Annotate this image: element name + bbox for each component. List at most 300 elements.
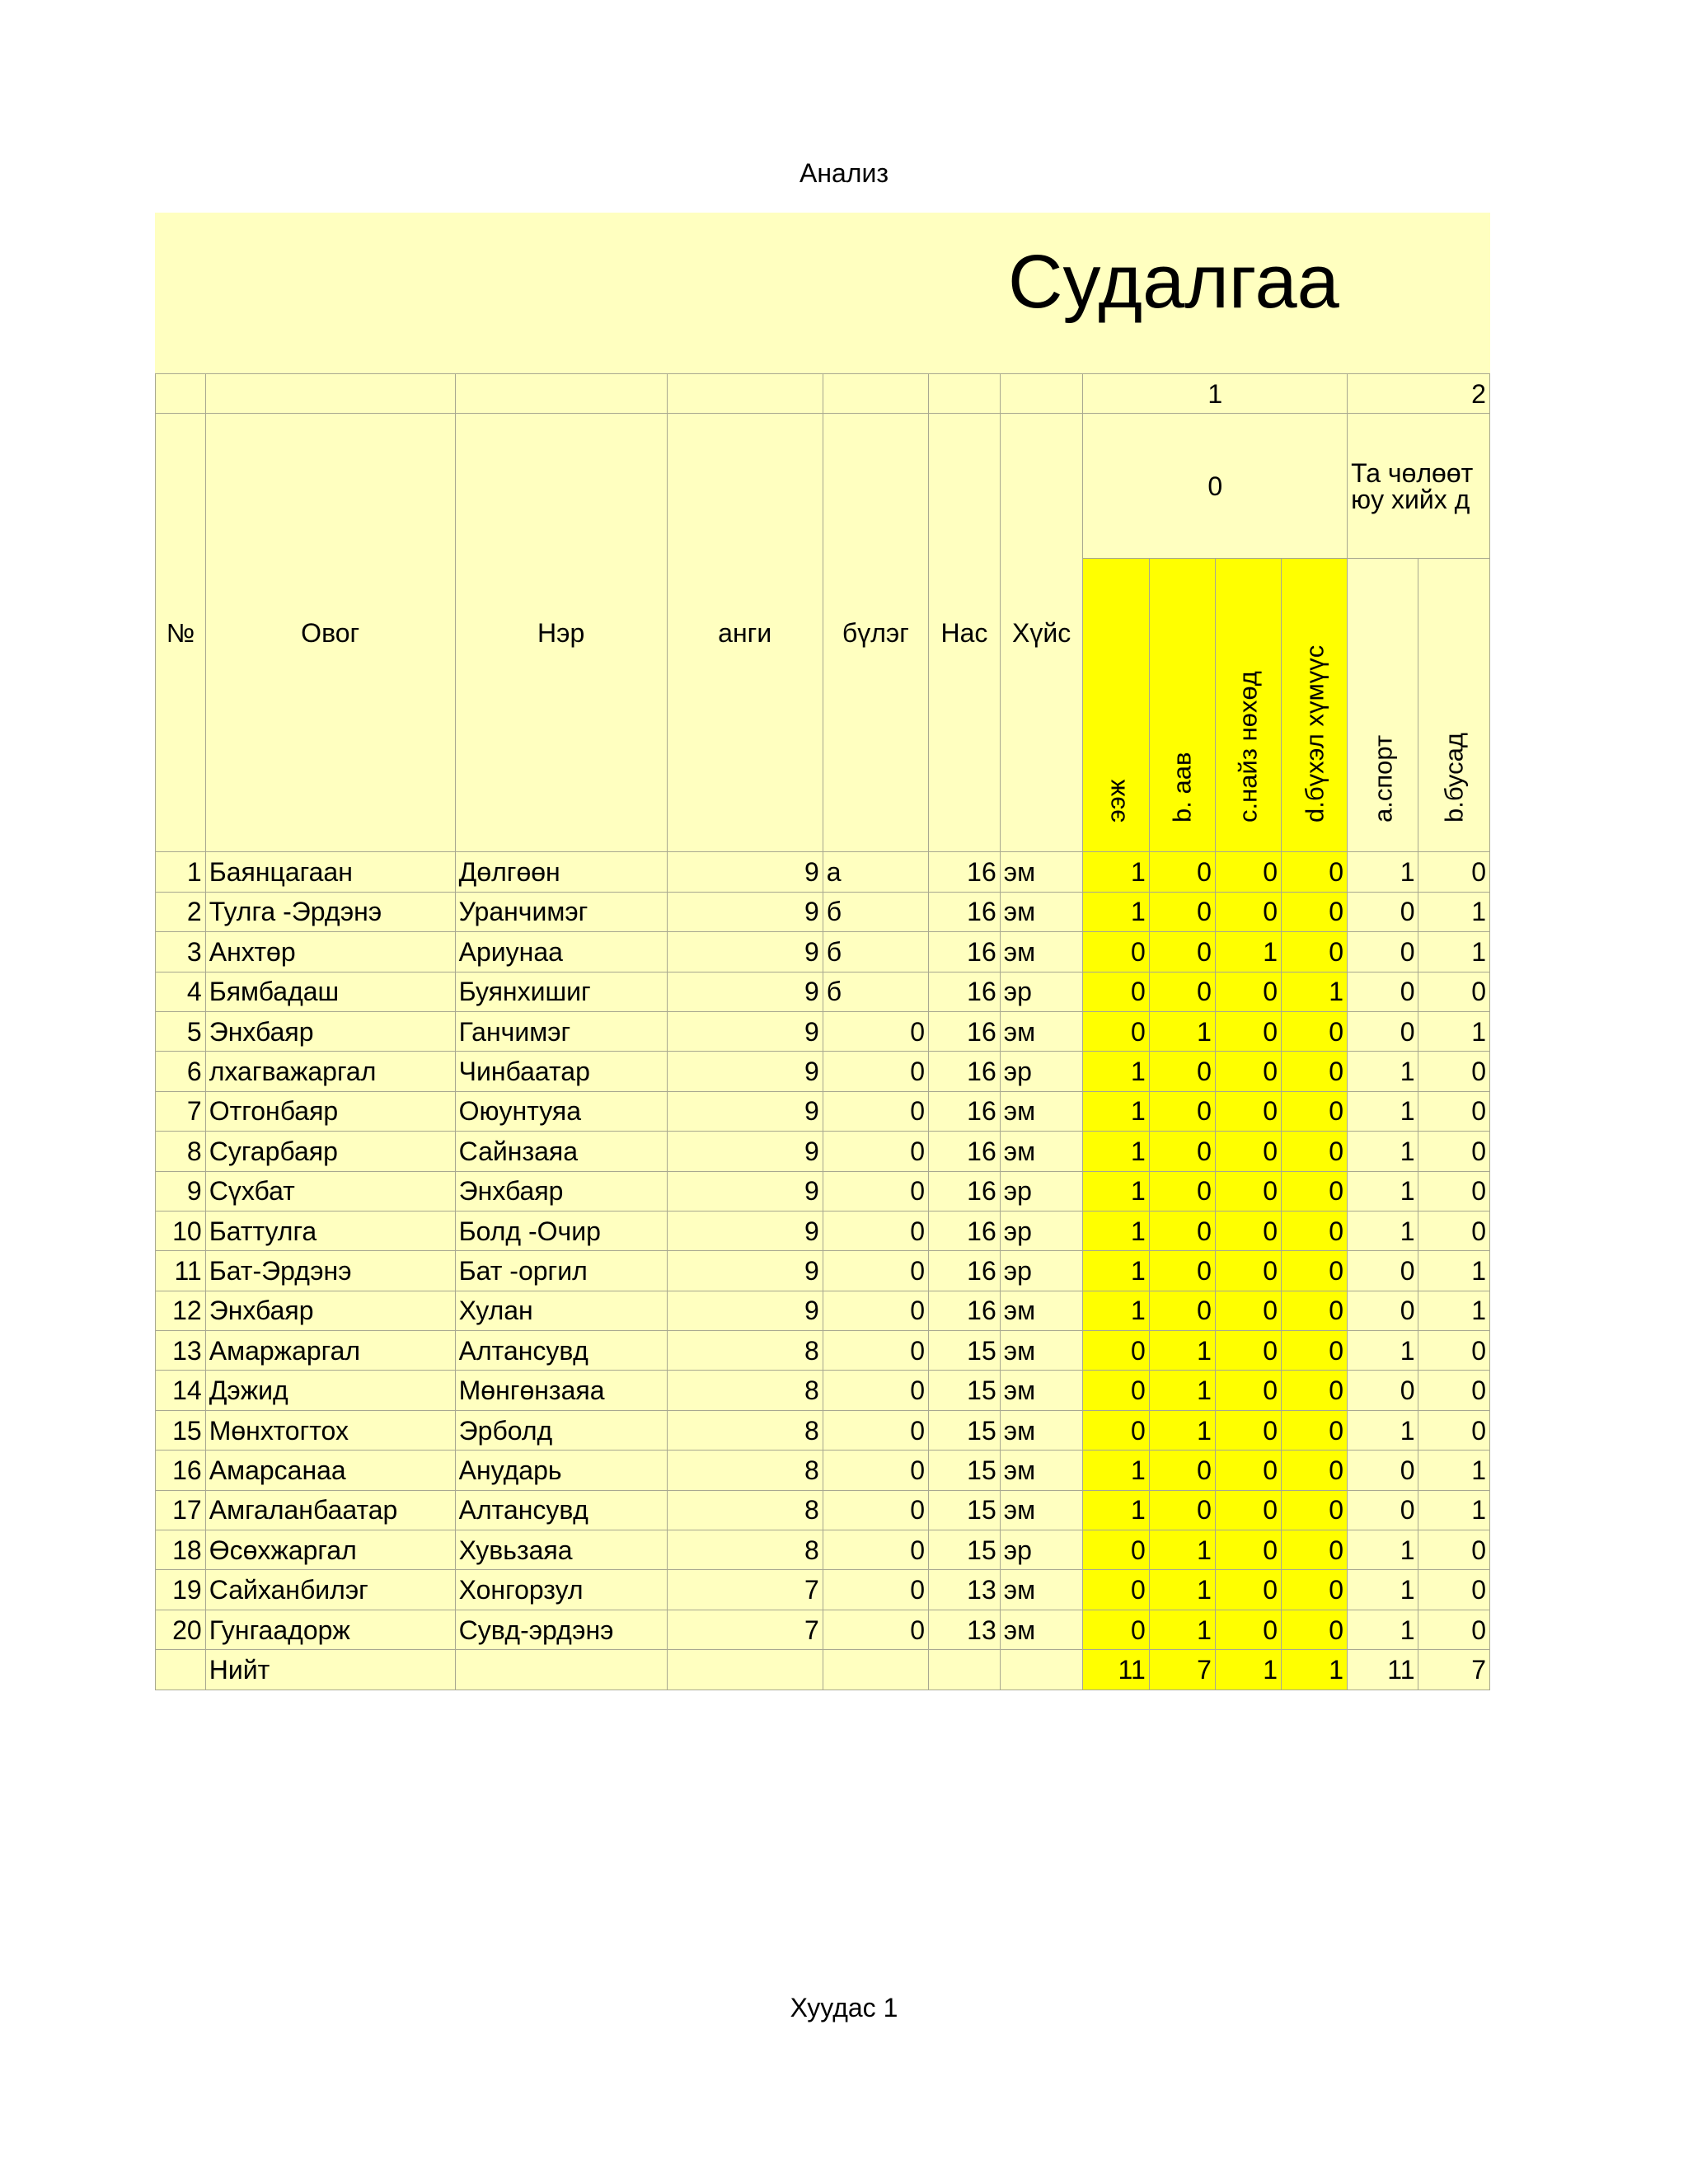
answer-cell: 0 <box>1281 1530 1347 1570</box>
group-cell: 0 <box>823 1371 928 1410</box>
answer-cell: 1 <box>1418 1251 1490 1291</box>
answer-cell: 0 <box>1215 1091 1281 1131</box>
group-cell: 0 <box>823 1490 928 1530</box>
table-row <box>156 1331 1490 1371</box>
surname-cell: Тулга -Эрдэнэ <box>205 892 455 931</box>
answer-cell: 0 <box>1281 1331 1347 1371</box>
blank-cell <box>455 1650 667 1690</box>
question-number-2: 2 <box>1348 374 1490 414</box>
answer-cell: 0 <box>1149 1211 1215 1250</box>
row-number: 8 <box>156 1132 206 1171</box>
row-number: 15 <box>156 1410 206 1450</box>
answer-cell: 0 <box>1418 1530 1490 1570</box>
table-row <box>156 932 1490 972</box>
row-number: 6 <box>156 1052 206 1091</box>
answer-cell: 0 <box>1149 1171 1215 1211</box>
gender-cell: эм <box>1000 1132 1083 1171</box>
answer-cell: 0 <box>1149 932 1215 972</box>
answer-cell: 0 <box>1281 1371 1347 1410</box>
group-cell: 0 <box>823 1211 928 1250</box>
row-number: 20 <box>156 1610 206 1649</box>
blank-cell <box>455 374 667 414</box>
page-footer: Хуудас 1 <box>790 1993 898 2022</box>
gender-cell: эм <box>1000 852 1083 892</box>
surname-cell: Сайханбилэг <box>205 1570 455 1610</box>
name-cell: Сайнзаяа <box>455 1132 667 1171</box>
surname-cell: Энхбаяр <box>205 1011 455 1051</box>
surname-cell: Өсөхжаргал <box>205 1530 455 1570</box>
group-cell: 0 <box>823 1171 928 1211</box>
table-row <box>156 1211 1490 1250</box>
name-cell: Мөнгөнзаяа <box>455 1371 667 1410</box>
answer-cell: 0 <box>1215 1132 1281 1171</box>
answer-cell: 0 <box>1348 1371 1418 1410</box>
answer-cell: 1 <box>1083 892 1149 931</box>
grade-cell: 8 <box>667 1410 823 1450</box>
blank-cell <box>929 374 1001 414</box>
header-name: Нэр <box>455 414 667 852</box>
group-cell: б <box>823 932 928 972</box>
surname-cell: Дэжид <box>205 1371 455 1410</box>
answer-cell: 0 <box>1348 1011 1418 1051</box>
answer-cell: 1 <box>1083 1291 1149 1330</box>
grade-cell: 8 <box>667 1490 823 1530</box>
answer-cell: 0 <box>1215 1490 1281 1530</box>
age-cell: 16 <box>929 1132 1001 1171</box>
header-surname: Овог <box>205 414 455 852</box>
answer-cell: 1 <box>1083 1091 1149 1131</box>
answer-cell: 0 <box>1149 1451 1215 1490</box>
totals-row <box>156 1650 1490 1690</box>
surname-cell: Сүхбат <box>205 1171 455 1211</box>
answer-cell: 0 <box>1348 932 1418 972</box>
name-cell: Буянхишиг <box>455 972 667 1011</box>
table-row <box>156 1171 1490 1211</box>
answer-cell: 0 <box>1348 892 1418 931</box>
row-number: 16 <box>156 1451 206 1490</box>
answer-cell: 1 <box>1418 932 1490 972</box>
question-number-1: 1 <box>1083 374 1348 414</box>
row-number: 2 <box>156 892 206 931</box>
gender-cell: эм <box>1000 1371 1083 1410</box>
row-number: 1 <box>156 852 206 892</box>
table-row <box>156 892 1490 931</box>
row-number: 12 <box>156 1291 206 1330</box>
gender-cell: эм <box>1000 1410 1083 1450</box>
answer-cell: 0 <box>1281 1251 1347 1291</box>
answer-cell: 0 <box>1418 1211 1490 1250</box>
answer-cell: 0 <box>1083 972 1149 1011</box>
sub-header-friends: c.найз нөхөд <box>1215 559 1281 852</box>
gender-cell: эм <box>1000 1331 1083 1371</box>
answer-cell: 1 <box>1348 1530 1418 1570</box>
answer-cell: 0 <box>1215 1331 1281 1371</box>
answer-cell: 0 <box>1348 1251 1418 1291</box>
answer-cell: 1 <box>1418 1451 1490 1490</box>
group-cell: 0 <box>823 1132 928 1171</box>
gender-cell: эм <box>1000 1610 1083 1649</box>
answer-cell: 0 <box>1281 1052 1347 1091</box>
blank-cell <box>667 1650 823 1690</box>
answer-cell: 1 <box>1348 1331 1418 1371</box>
age-cell: 16 <box>929 892 1001 931</box>
name-cell: Чинбаатар <box>455 1052 667 1091</box>
total-cell: 1 <box>1281 1650 1347 1690</box>
surname-cell: Анхтөр <box>205 932 455 972</box>
grade-cell: 9 <box>667 1211 823 1250</box>
grade-cell: 9 <box>667 1171 823 1211</box>
grade-cell: 9 <box>667 972 823 1011</box>
answer-cell: 1 <box>1418 1291 1490 1330</box>
row-number: 19 <box>156 1570 206 1610</box>
surname-cell: Амаржаргал <box>205 1331 455 1371</box>
answer-cell: 1 <box>1348 1132 1418 1171</box>
table-row <box>156 1570 1490 1610</box>
answer-cell: 1 <box>1348 852 1418 892</box>
answer-cell: 0 <box>1281 1171 1347 1211</box>
answer-cell: 1 <box>1348 1410 1418 1450</box>
name-cell: Дөлгөөн <box>455 852 667 892</box>
answer-cell: 0 <box>1215 1011 1281 1051</box>
age-cell: 15 <box>929 1451 1001 1490</box>
gender-cell: эр <box>1000 1211 1083 1250</box>
blank-cell <box>156 374 206 414</box>
name-cell: Ганчимэг <box>455 1011 667 1051</box>
surname-cell: Баттулга <box>205 1211 455 1250</box>
group-cell: 0 <box>823 1251 928 1291</box>
answer-cell: 0 <box>1281 1132 1347 1171</box>
row-number: 5 <box>156 1011 206 1051</box>
blank-cell <box>205 374 455 414</box>
answer-cell: 0 <box>1215 1171 1281 1211</box>
name-cell: Сувд-эрдэнэ <box>455 1610 667 1649</box>
answer-cell: 0 <box>1418 1091 1490 1131</box>
answer-cell: 0 <box>1215 1530 1281 1570</box>
answer-cell: 0 <box>1281 1410 1347 1450</box>
spreadsheet <box>155 213 1490 1708</box>
table-row <box>156 1530 1490 1570</box>
table-row <box>156 972 1490 1011</box>
question-number-row <box>156 374 1490 414</box>
answer-cell: 1 <box>1083 852 1149 892</box>
answer-cell: 0 <box>1418 1410 1490 1450</box>
answer-cell: 1 <box>1149 1331 1215 1371</box>
blank-cell <box>1000 374 1083 414</box>
surname-cell: Бат-Эрдэнэ <box>205 1251 455 1291</box>
answer-cell: 0 <box>1418 1610 1490 1649</box>
surname-cell: лхагважаргал <box>205 1052 455 1091</box>
gender-cell: эр <box>1000 1251 1083 1291</box>
answer-cell: 1 <box>1348 1211 1418 1250</box>
answer-cell: 0 <box>1418 1052 1490 1091</box>
blank-cell <box>667 374 823 414</box>
blank-cell <box>823 374 928 414</box>
sheet-title: Судалгаа <box>1008 240 1339 324</box>
age-cell: 13 <box>929 1570 1001 1610</box>
answer-cell: 0 <box>1418 1331 1490 1371</box>
group-cell: б <box>823 972 928 1011</box>
gender-cell: эр <box>1000 1530 1083 1570</box>
row-number: 4 <box>156 972 206 1011</box>
answer-cell: 1 <box>1281 972 1347 1011</box>
answer-cell: 1 <box>1418 1011 1490 1051</box>
table-row <box>156 852 1490 892</box>
header-age: Нас <box>929 414 1001 852</box>
blank-cell <box>1000 1650 1083 1690</box>
answer-cell: 1 <box>1215 932 1281 972</box>
answer-cell: 0 <box>1348 972 1418 1011</box>
gender-cell: эм <box>1000 1570 1083 1610</box>
gender-cell: эм <box>1000 1490 1083 1530</box>
name-cell: Анударь <box>455 1451 667 1490</box>
sub-header-sport: a.спорт <box>1348 559 1418 852</box>
answer-cell: 0 <box>1215 1570 1281 1610</box>
age-cell: 15 <box>929 1530 1001 1570</box>
answer-cell: 0 <box>1348 1451 1418 1490</box>
answer-cell: 0 <box>1215 1410 1281 1450</box>
grade-cell: 8 <box>667 1331 823 1371</box>
age-cell: 15 <box>929 1410 1001 1450</box>
name-cell: Хонгорзул <box>455 1570 667 1610</box>
question-text-1: 0 <box>1083 414 1348 559</box>
group-cell: 0 <box>823 1570 928 1610</box>
surname-cell: Гунгаадорж <box>205 1610 455 1649</box>
group-cell: б <box>823 892 928 931</box>
header-group: бүлэг <box>823 414 928 852</box>
surname-cell: Бямбадаш <box>205 972 455 1011</box>
surname-cell: Амгаланбаатар <box>205 1490 455 1530</box>
answer-cell: 1 <box>1348 1171 1418 1211</box>
surname-cell: Сугарбаяр <box>205 1132 455 1171</box>
answer-cell: 0 <box>1348 1490 1418 1530</box>
page-header: Анализ <box>799 158 889 188</box>
row-number: 13 <box>156 1331 206 1371</box>
total-cell: 7 <box>1149 1650 1215 1690</box>
answer-cell: 0 <box>1418 1171 1490 1211</box>
name-cell: Уранчимэг <box>455 892 667 931</box>
row-number: 18 <box>156 1530 206 1570</box>
group-cell: 0 <box>823 1610 928 1649</box>
table-row <box>156 1371 1490 1410</box>
age-cell: 16 <box>929 852 1001 892</box>
name-cell: Оюунтуяа <box>455 1091 667 1131</box>
answer-cell: 0 <box>1281 1490 1347 1530</box>
total-cell: 7 <box>1418 1650 1490 1690</box>
table-row <box>156 1052 1490 1091</box>
answer-cell: 1 <box>1149 1371 1215 1410</box>
table-row <box>156 1291 1490 1330</box>
answer-cell: 0 <box>1149 972 1215 1011</box>
grade-cell: 9 <box>667 1251 823 1291</box>
answer-cell: 0 <box>1215 892 1281 931</box>
answer-cell: 0 <box>1149 1490 1215 1530</box>
gender-cell: эр <box>1000 972 1083 1011</box>
answer-cell: 1 <box>1083 1211 1149 1250</box>
grade-cell: 8 <box>667 1371 823 1410</box>
answer-cell: 1 <box>1083 1251 1149 1291</box>
grade-cell: 9 <box>667 892 823 931</box>
answer-cell: 0 <box>1281 932 1347 972</box>
sub-header-other: b.бусад <box>1418 559 1490 852</box>
survey-table <box>155 373 1490 1690</box>
age-cell: 16 <box>929 972 1001 1011</box>
answer-cell: 0 <box>1418 852 1490 892</box>
age-cell: 16 <box>929 1011 1001 1051</box>
answer-cell: 1 <box>1418 892 1490 931</box>
table-row <box>156 1490 1490 1530</box>
age-cell: 13 <box>929 1610 1001 1649</box>
name-cell: Ариунаа <box>455 932 667 972</box>
answer-cell: 0 <box>1149 1251 1215 1291</box>
name-cell: Эрболд <box>455 1410 667 1450</box>
blank-cell <box>156 1650 206 1690</box>
answer-cell: 1 <box>1083 1052 1149 1091</box>
group-cell: 0 <box>823 1091 928 1131</box>
row-number: 17 <box>156 1490 206 1530</box>
grade-cell: 9 <box>667 1052 823 1091</box>
answer-cell: 0 <box>1281 1570 1347 1610</box>
answer-cell: 0 <box>1083 1410 1149 1450</box>
answer-cell: 0 <box>1149 852 1215 892</box>
grade-cell: 9 <box>667 1091 823 1131</box>
answer-cell: 0 <box>1215 1211 1281 1250</box>
answer-cell: 1 <box>1149 1410 1215 1450</box>
grade-cell: 8 <box>667 1530 823 1570</box>
age-cell: 16 <box>929 1211 1001 1250</box>
answer-cell: 0 <box>1281 892 1347 931</box>
answer-cell: 0 <box>1418 1371 1490 1410</box>
sub-header-father: b. аав <box>1149 559 1215 852</box>
answer-cell: 1 <box>1348 1052 1418 1091</box>
surname-cell: Энхбаяр <box>205 1291 455 1330</box>
answer-cell: 1 <box>1348 1091 1418 1131</box>
answer-cell: 0 <box>1215 1291 1281 1330</box>
age-cell: 16 <box>929 1251 1001 1291</box>
answer-cell: 1 <box>1149 1610 1215 1649</box>
answer-cell: 0 <box>1215 1251 1281 1291</box>
sub-header-everyone: d.бүхэл хүмүүс <box>1281 559 1347 852</box>
header-gender: Хүйс <box>1000 414 1083 852</box>
table-row <box>156 1451 1490 1490</box>
row-number: 14 <box>156 1371 206 1410</box>
answer-cell: 0 <box>1149 1132 1215 1171</box>
answer-cell: 0 <box>1215 1610 1281 1649</box>
grade-cell: 9 <box>667 852 823 892</box>
age-cell: 16 <box>929 1291 1001 1330</box>
answer-cell: 0 <box>1083 1011 1149 1051</box>
name-cell: Алтансувд <box>455 1490 667 1530</box>
answer-cell: 0 <box>1083 1610 1149 1649</box>
group-cell: а <box>823 852 928 892</box>
total-cell: 11 <box>1083 1650 1149 1690</box>
answer-cell: 0 <box>1418 1132 1490 1171</box>
group-cell: 0 <box>823 1331 928 1371</box>
blank-cell <box>823 1650 928 1690</box>
surname-cell: Мөнхтогтох <box>205 1410 455 1450</box>
group-cell: 0 <box>823 1011 928 1051</box>
row-number: 11 <box>156 1251 206 1291</box>
answer-cell: 1 <box>1418 1490 1490 1530</box>
answer-cell: 0 <box>1281 1211 1347 1250</box>
answer-cell: 0 <box>1215 972 1281 1011</box>
grade-cell: 9 <box>667 1132 823 1171</box>
answer-cell: 0 <box>1215 852 1281 892</box>
total-cell: 1 <box>1215 1650 1281 1690</box>
answer-cell: 0 <box>1083 1530 1149 1570</box>
answer-cell: 0 <box>1281 1451 1347 1490</box>
surname-cell: Баянцагаан <box>205 852 455 892</box>
row-number: 3 <box>156 932 206 972</box>
answer-cell: 0 <box>1149 1091 1215 1131</box>
name-cell: Хулан <box>455 1291 667 1330</box>
table-row <box>156 1251 1490 1291</box>
answer-cell: 1 <box>1348 1610 1418 1649</box>
name-cell: Болд -Очир <box>455 1211 667 1250</box>
header-grade: анги <box>667 414 823 852</box>
total-label: Нийт <box>205 1650 455 1690</box>
table-row <box>156 1132 1490 1171</box>
grade-cell: 7 <box>667 1610 823 1649</box>
age-cell: 15 <box>929 1331 1001 1371</box>
name-cell: Энхбаяр <box>455 1171 667 1211</box>
answer-cell: 1 <box>1149 1011 1215 1051</box>
answer-cell: 0 <box>1083 1371 1149 1410</box>
table-row <box>156 1091 1490 1131</box>
gender-cell: эм <box>1000 1091 1083 1131</box>
group-cell: 0 <box>823 1410 928 1450</box>
name-cell: Хувьзаяа <box>455 1530 667 1570</box>
grade-cell: 9 <box>667 1291 823 1330</box>
answer-cell: 1 <box>1083 1451 1149 1490</box>
answer-cell: 0 <box>1281 1091 1347 1131</box>
answer-cell: 0 <box>1281 1011 1347 1051</box>
answer-cell: 0 <box>1215 1371 1281 1410</box>
answer-cell: 0 <box>1418 1570 1490 1610</box>
header-no: № <box>156 414 206 852</box>
question-text-2: Та чөлөөт юу хийх д <box>1348 414 1490 559</box>
age-cell: 16 <box>929 1171 1001 1211</box>
question-text-row <box>156 414 1490 559</box>
grade-cell: 7 <box>667 1570 823 1610</box>
answer-cell: 1 <box>1083 1490 1149 1530</box>
answer-cell: 1 <box>1149 1570 1215 1610</box>
gender-cell: эм <box>1000 1291 1083 1330</box>
answer-cell: 0 <box>1348 1291 1418 1330</box>
gender-cell: эр <box>1000 1052 1083 1091</box>
sub-header-mother: ээж <box>1083 559 1149 852</box>
name-cell: Алтансувд <box>455 1331 667 1371</box>
table-row <box>156 1011 1490 1051</box>
answer-cell: 1 <box>1348 1570 1418 1610</box>
answer-cell: 0 <box>1281 1610 1347 1649</box>
surname-cell: Отгонбаяр <box>205 1091 455 1131</box>
answer-cell: 0 <box>1281 1291 1347 1330</box>
answer-cell: 0 <box>1215 1052 1281 1091</box>
age-cell: 16 <box>929 1052 1001 1091</box>
answer-cell: 1 <box>1083 1132 1149 1171</box>
gender-cell: эм <box>1000 1451 1083 1490</box>
answer-cell: 1 <box>1149 1530 1215 1570</box>
answer-cell: 0 <box>1083 932 1149 972</box>
total-cell: 11 <box>1348 1650 1418 1690</box>
answer-cell: 0 <box>1149 892 1215 931</box>
group-cell: 0 <box>823 1451 928 1490</box>
grade-cell: 9 <box>667 1011 823 1051</box>
group-cell: 0 <box>823 1291 928 1330</box>
grade-cell: 8 <box>667 1451 823 1490</box>
gender-cell: эм <box>1000 892 1083 931</box>
gender-cell: эм <box>1000 1011 1083 1051</box>
